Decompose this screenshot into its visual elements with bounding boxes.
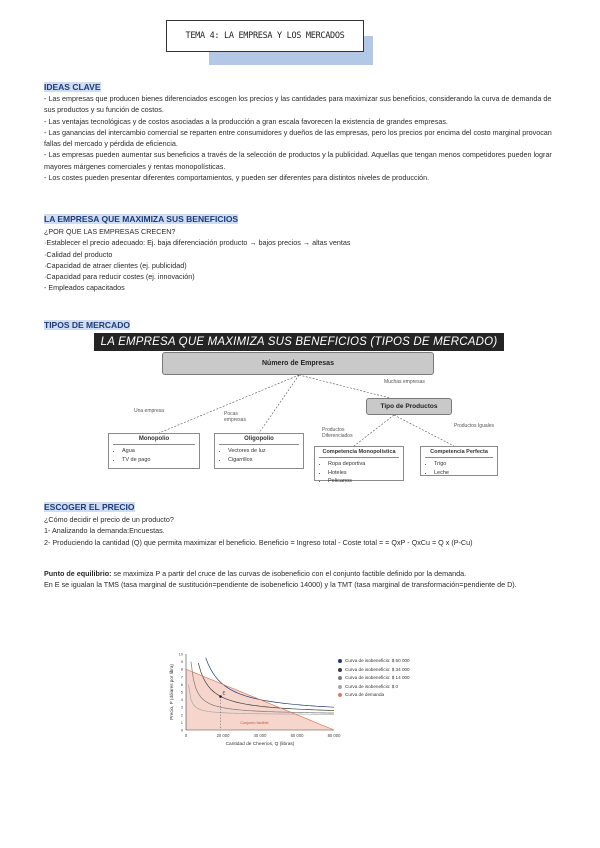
y-tick-label: 2 bbox=[180, 712, 183, 718]
annotation-feasible: Conjunto factible bbox=[240, 720, 269, 725]
maximiza-item: - Empleados capacitados bbox=[44, 283, 125, 293]
legend-swatch bbox=[338, 676, 342, 680]
maximiza-item: ·Capacidad para reducir costes (ej. innovación) bbox=[44, 272, 195, 282]
market-example: • Pelicanos bbox=[328, 477, 399, 486]
market-card-monopolio bbox=[108, 433, 200, 469]
precio-heading: ESCOGER EL PRECIO bbox=[44, 502, 135, 512]
equilibrio-text: se maximiza P a partir del cruce de las curvas de isobeneficio con el conjunto factible definido por la demanda. bbox=[111, 569, 467, 578]
market-example: • TV de pago bbox=[122, 456, 195, 465]
ideas-item: - Los costes pueden presentar diferentes comportamientos, y pueden ser diferentes para distintos niveles de producción. bbox=[44, 173, 430, 183]
market-diagram-banner: LA EMPRESA QUE MAXIMIZA SUS BENEFICIOS (TIPOS DE MERCADO) bbox=[94, 333, 504, 351]
edge-label-muchas: Muchas empresas bbox=[384, 379, 425, 385]
legend-item: Curva de isobeneficio: $ 60 000 bbox=[338, 658, 418, 664]
chart-legend bbox=[338, 658, 418, 701]
root-node: Número de Empresas bbox=[162, 352, 434, 375]
market-example: • Ropa deportiva bbox=[328, 460, 399, 469]
equilibrio-line2: En E se igualan la TMS (tasa marginal de sustitución=pendiente de isobeneficio 14000) y la TMT (tasa marginal de transformación=pendiente de D). bbox=[44, 580, 517, 590]
x-tick-label: 0 bbox=[184, 733, 188, 738]
ideas-item: - Las empresas pueden aumentar sus beneficios a través de la selección de productos y la publicidad. Aquellas que tengan menos competidores pueden lograr mayores márgenes comerciales y rentas monopolísticas. bbox=[44, 150, 552, 171]
connector-productos bbox=[299, 375, 394, 399]
y-tick-label: 8 bbox=[180, 666, 183, 672]
legend-item: Curva de isobeneficio: $ 14 000 bbox=[338, 675, 418, 681]
legend-swatch bbox=[338, 685, 342, 689]
y-tick-label: 4 bbox=[180, 697, 183, 703]
market-name: Oligopolio bbox=[219, 436, 299, 445]
edge-label-pocas: Pocas empresas bbox=[224, 411, 246, 423]
ideas-item: - Las ganancias del intercambio comercial se reparten entre consumidores y dueños de las empresas, pero los precios por encima del costo marginal provocan fallas del mercado y pérdida de eficiencia. bbox=[44, 127, 552, 149]
precio-line: 1- Analizando la demanda:Encuestas. bbox=[44, 526, 165, 536]
market-example: • Trigo bbox=[434, 460, 493, 469]
annotation-E: E bbox=[222, 690, 226, 696]
y-tick-label: 9 bbox=[180, 659, 183, 665]
maximiza-item: ·Calidad del producto bbox=[44, 249, 113, 259]
legend-item: Curva de isobeneficio: $ 34 000 bbox=[338, 667, 418, 673]
equilibrio-label: Punto de equilibrio: bbox=[44, 569, 112, 578]
ideas-item: - Las empresas que producen bienes diferenciados escogen los precios y las cantidades para maximizar sus beneficios, considerando la curva de demanda de sus productos y su función de costos. bbox=[44, 94, 552, 115]
legend-swatch bbox=[338, 693, 342, 697]
maximiza-question: ¿POR QUE LAS EMPRESAS CRECEN? bbox=[44, 227, 176, 236]
legend-item: Curva de isobeneficio: $ 0 bbox=[338, 684, 418, 690]
market-example: • Vectores de luz bbox=[228, 447, 299, 456]
precio-line: ¿Cómo decidir el precio de un producto? bbox=[44, 515, 174, 524]
y-tick-label: 1 bbox=[180, 719, 183, 725]
market-name: Monopolio bbox=[113, 436, 195, 445]
maximiza-list bbox=[44, 226, 564, 294]
edge-label-diferenciados: Productos Diferenciados bbox=[322, 427, 353, 439]
market-example: • Cigarrillos bbox=[228, 456, 299, 465]
ideas-list bbox=[44, 93, 564, 183]
page-title bbox=[166, 20, 364, 52]
precio-line: 2- Produciendo la cantidad (Q) que permita maximizar el beneficio. Beneficio = Ingreso total - Coste total = = QxP - QxCu = Q x (P-Cu) bbox=[44, 537, 473, 547]
market-card-oligopolio bbox=[214, 433, 304, 469]
product-type-node: Tipo de Productos bbox=[366, 398, 452, 415]
y-tick-label: 6 bbox=[180, 681, 183, 687]
market-example: • Hoteles bbox=[328, 469, 399, 478]
edge-label-iguales: Productos Iguales bbox=[454, 423, 495, 429]
market-example: • Leche bbox=[434, 469, 493, 478]
x-tick-label: 80 000 bbox=[327, 733, 341, 738]
ideas-item: - Las ventajas tecnológicas y de costos asociadas a la producción a gran escala favorecen la existencia de grandes empresas. bbox=[44, 116, 448, 126]
market-name: Competencia Monopolística bbox=[319, 449, 399, 458]
market-name: Competencia Perfecta bbox=[425, 449, 493, 458]
x-tick-label: 60 000 bbox=[290, 733, 304, 738]
y-tick-label: 3 bbox=[180, 704, 183, 710]
x-axis-label: Cantidad de Cheerios, Q (libras) bbox=[225, 742, 295, 747]
x-tick-label: 40 000 bbox=[253, 733, 267, 738]
page-title-text: TEMA 4: LA EMPRESA Y LOS MERCADOS bbox=[185, 31, 345, 41]
y-axis-label: Precio, P (dólares por libra) bbox=[169, 664, 174, 720]
connector-monopolio bbox=[159, 375, 299, 433]
market-card-perfecta bbox=[420, 446, 498, 476]
tipos-heading: TIPOS DE MERCADO bbox=[44, 320, 130, 330]
legend-swatch bbox=[338, 668, 342, 672]
equilibrium-point bbox=[219, 695, 222, 698]
y-tick-label: 0 bbox=[180, 727, 183, 733]
ideas-heading: IDEAS CLAVE bbox=[44, 82, 101, 92]
y-tick-label: 7 bbox=[180, 674, 183, 680]
maximiza-item: ·Establecer el precio adecuado: Ej. baja diferenciación producto → bajos precios → altas ventas bbox=[44, 238, 351, 248]
legend-item: Curva de demanda bbox=[338, 692, 418, 698]
market-card-monopolistica bbox=[314, 446, 404, 484]
equilibrio-paragraph bbox=[44, 568, 564, 591]
market-example: • Agua bbox=[122, 447, 195, 456]
connector-perfecta bbox=[394, 415, 454, 446]
maximiza-heading: LA EMPRESA QUE MAXIMIZA SUS BENEFICIOS bbox=[44, 214, 239, 224]
y-tick-label: 5 bbox=[180, 689, 183, 695]
market-types-diagram bbox=[94, 351, 504, 484]
edge-label-una: Una empresa bbox=[134, 408, 165, 414]
legend-swatch bbox=[338, 659, 342, 663]
maximiza-item: ·Capacidad de atraer clientes (ej. publicidad) bbox=[44, 260, 187, 270]
y-tick-label: 10 bbox=[178, 651, 183, 657]
x-tick-label: 20 000 bbox=[216, 733, 230, 738]
connector-oligopolio bbox=[259, 375, 299, 433]
precio-list bbox=[44, 514, 564, 548]
